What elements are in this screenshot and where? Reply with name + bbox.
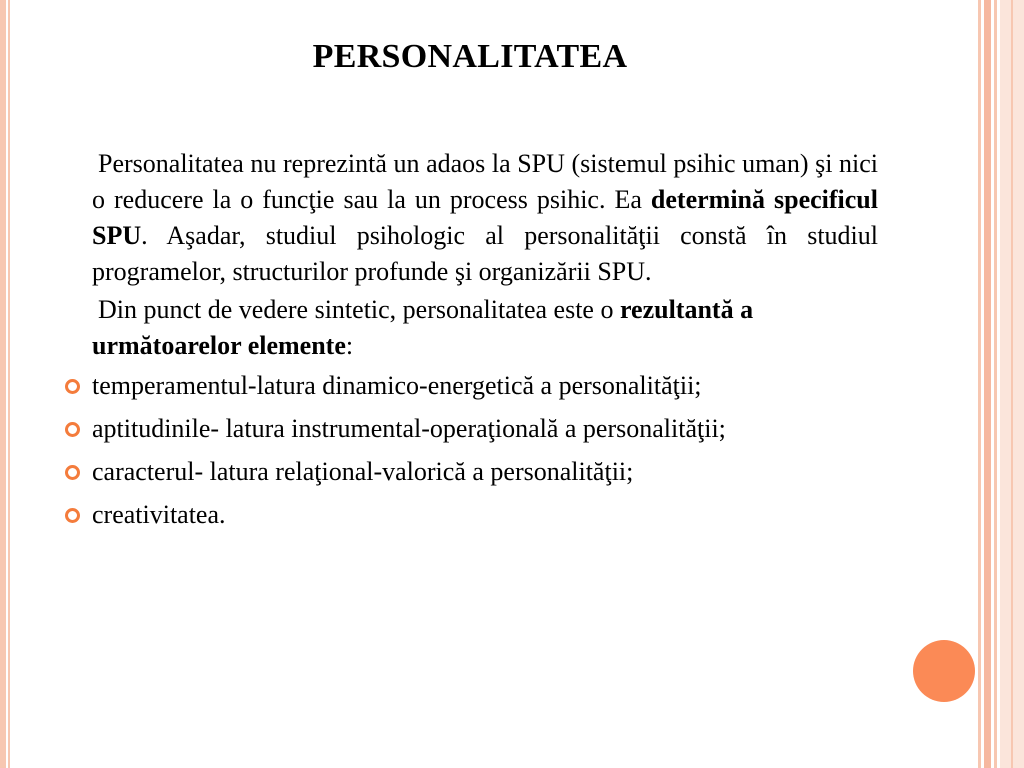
paragraph-intro-text-2: . Aşadar, studiul psihologic al personalităţii constă în studiul programelor, structurilor profunde şi organizării SPU. xyxy=(92,221,878,286)
paragraph-synthesis-text-2: : xyxy=(345,331,354,360)
paragraph-intro-text-1: Personalitatea nu reprezintă un adaos la SPU (sistemul psihic uman) şi nici o reducere la o funcţie sau la un process psihic. Ea xyxy=(92,149,878,214)
list-item-text: creativitatea. xyxy=(92,500,226,529)
ring-bullet-icon xyxy=(65,379,80,394)
list-item-text: aptitudinile- latura instrumental-operaţională a personalităţii; xyxy=(92,414,726,443)
paragraph-intro xyxy=(92,146,878,290)
list-item xyxy=(92,368,878,404)
list-item xyxy=(92,454,878,490)
left-border-decoration xyxy=(0,0,6,768)
paragraph-intro-bold: determină specificul SPU xyxy=(92,185,878,250)
list-item xyxy=(92,497,878,533)
list-item-text: temperamentul-latura dinamico-energetică a personalităţii; xyxy=(92,371,702,400)
left-border-line xyxy=(8,0,10,768)
ring-bullet-icon xyxy=(65,465,80,480)
list-item-text: caracterul- latura relaţional-valorică a personalităţii; xyxy=(92,457,634,486)
elements-list xyxy=(92,368,878,533)
slide-title: PERSONALITATEA xyxy=(312,38,628,75)
ring-bullet-icon xyxy=(65,422,80,437)
list-item xyxy=(92,411,878,447)
decorative-circle xyxy=(913,640,975,702)
ring-bullet-icon xyxy=(65,508,80,523)
slide-body xyxy=(92,146,878,540)
right-stripe-1 xyxy=(978,0,981,768)
right-stripe-5 xyxy=(1011,0,1013,768)
right-stripe-2 xyxy=(984,0,991,768)
paragraph-synthesis-bold: rezultantă a următoarelor elemente xyxy=(92,295,754,360)
paragraph-synthesis-text-1: Din punct de vedere sintetic, personalitatea este o xyxy=(98,295,620,324)
right-stripe-3 xyxy=(994,0,997,768)
paragraph-synthesis xyxy=(92,292,878,364)
